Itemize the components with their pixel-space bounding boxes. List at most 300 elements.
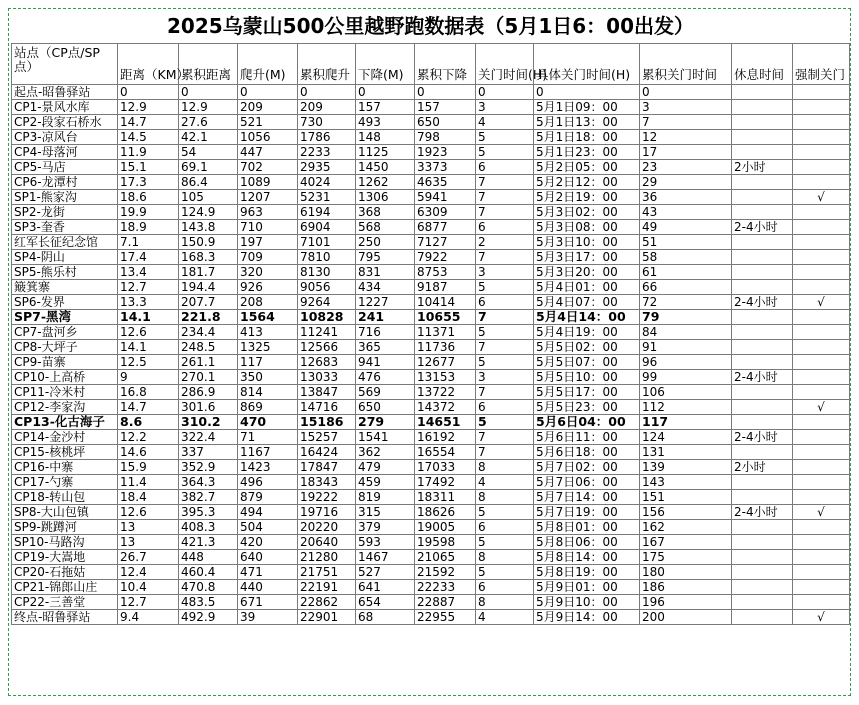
cell-rest-time[interactable] [732,520,793,535]
cell-rest-time[interactable] [732,550,793,565]
cell-cutoff-hours[interactable]: 5 [476,535,534,550]
cell-cum-distance[interactable]: 470.8 [179,580,238,595]
cell-descent[interactable]: 368 [356,205,415,220]
cell-descent[interactable]: 527 [356,565,415,580]
cell-cum-descent[interactable]: 7922 [415,250,476,265]
cell-cum-ascent[interactable]: 17847 [298,460,356,475]
cell-cutoff-hours[interactable]: 7 [476,445,534,460]
cell-ascent[interactable]: 0 [238,85,298,100]
cell-descent[interactable]: 941 [356,355,415,370]
cell-cutoff-time[interactable]: 5月6日18：00 [534,445,640,460]
cell-rest-time[interactable] [732,610,793,625]
cell-distance[interactable]: 8.6 [118,415,179,430]
cell-ascent[interactable]: 208 [238,295,298,310]
cell-distance[interactable]: 12.5 [118,355,179,370]
cell-station[interactable]: 红军长征纪念馆 [12,235,118,250]
cell-cum-ascent[interactable]: 18343 [298,475,356,490]
cell-cum-ascent[interactable]: 13033 [298,370,356,385]
cell-cum-descent[interactable]: 8753 [415,265,476,280]
cell-station[interactable]: CP20-石拖姑 [12,565,118,580]
cell-cum-distance[interactable]: 261.1 [179,355,238,370]
cell-cum-descent[interactable]: 17492 [415,475,476,490]
cell-descent[interactable]: 1125 [356,145,415,160]
cell-cutoff-hours[interactable]: 4 [476,610,534,625]
cell-station[interactable]: CP9-苗寨 [12,355,118,370]
cell-descent[interactable]: 68 [356,610,415,625]
cell-cum-descent[interactable]: 798 [415,130,476,145]
cell-cum-ascent[interactable]: 4024 [298,175,356,190]
cell-mandatory[interactable]: √ [793,610,850,625]
cell-cum-descent[interactable]: 11371 [415,325,476,340]
cell-cum-cutoff[interactable]: 112 [640,400,732,415]
cell-distance[interactable]: 12.6 [118,325,179,340]
cell-rest-time[interactable] [732,205,793,220]
cell-station[interactable]: CP2-段家石桥水 [12,115,118,130]
header-descent[interactable]: 下降(M) [356,44,415,85]
cell-ascent[interactable]: 879 [238,490,298,505]
cell-cutoff-time[interactable]: 5月5日07：00 [534,355,640,370]
cell-cum-ascent[interactable]: 22191 [298,580,356,595]
cell-mandatory[interactable] [793,130,850,145]
cell-station[interactable]: SP3-奎香 [12,220,118,235]
cell-ascent[interactable]: 1564 [238,310,298,325]
cell-distance[interactable]: 13.3 [118,295,179,310]
cell-cutoff-time[interactable]: 5月3日02：00 [534,205,640,220]
cell-cutoff-time[interactable]: 5月1日13：00 [534,115,640,130]
cell-mandatory[interactable]: √ [793,505,850,520]
cell-cutoff-hours[interactable]: 7 [476,430,534,445]
cell-distance[interactable]: 13 [118,535,179,550]
cell-station[interactable]: CP21-锦郎山庄 [12,580,118,595]
cell-cum-descent[interactable]: 4635 [415,175,476,190]
cell-cutoff-time[interactable]: 5月4日14：00 [534,310,640,325]
cell-cutoff-hours[interactable]: 7 [476,310,534,325]
cell-station[interactable]: SP2-龙街 [12,205,118,220]
cell-distance[interactable]: 14.1 [118,340,179,355]
cell-distance[interactable]: 9.4 [118,610,179,625]
cell-cum-distance[interactable]: 322.4 [179,430,238,445]
cell-rest-time[interactable] [732,265,793,280]
cell-cum-cutoff[interactable]: 17 [640,145,732,160]
cell-cum-distance[interactable]: 105 [179,190,238,205]
cell-cum-distance[interactable]: 421.3 [179,535,238,550]
cell-cum-descent[interactable]: 9187 [415,280,476,295]
cell-rest-time[interactable]: 2小时 [732,460,793,475]
cell-cum-cutoff[interactable]: 139 [640,460,732,475]
cell-cum-descent[interactable]: 21592 [415,565,476,580]
cell-station[interactable]: SP6-发界 [12,295,118,310]
cell-cum-distance[interactable]: 143.8 [179,220,238,235]
cell-station[interactable]: CP15-核桃坪 [12,445,118,460]
cell-cutoff-time[interactable]: 5月8日19：00 [534,565,640,580]
cell-cutoff-hours[interactable]: 7 [476,340,534,355]
cell-distance[interactable]: 12.2 [118,430,179,445]
cell-cum-cutoff[interactable]: 96 [640,355,732,370]
cell-cum-cutoff[interactable]: 186 [640,580,732,595]
cell-ascent[interactable]: 350 [238,370,298,385]
header-ascent[interactable]: 爬升(M) [238,44,298,85]
cell-cutoff-hours[interactable]: 7 [476,250,534,265]
cell-cum-cutoff[interactable]: 175 [640,550,732,565]
cell-mandatory[interactable] [793,280,850,295]
cell-cum-cutoff[interactable]: 162 [640,520,732,535]
cell-cutoff-time[interactable]: 5月1日23：00 [534,145,640,160]
cell-cutoff-time[interactable]: 5月4日01：00 [534,280,640,295]
cell-cum-ascent[interactable]: 209 [298,100,356,115]
cell-cutoff-time[interactable]: 5月4日07：00 [534,295,640,310]
cell-cutoff-hours[interactable]: 2 [476,235,534,250]
cell-cum-ascent[interactable]: 2935 [298,160,356,175]
cell-cum-distance[interactable]: 310.2 [179,415,238,430]
cell-cum-distance[interactable]: 270.1 [179,370,238,385]
cell-cum-distance[interactable]: 0 [179,85,238,100]
cell-rest-time[interactable]: 2-4小时 [732,370,793,385]
cell-mandatory[interactable] [793,265,850,280]
cell-cum-ascent[interactable]: 20640 [298,535,356,550]
cell-cutoff-hours[interactable]: 7 [476,190,534,205]
cell-distance[interactable]: 14.7 [118,115,179,130]
cell-descent[interactable]: 650 [356,400,415,415]
cell-descent[interactable]: 279 [356,415,415,430]
cell-rest-time[interactable]: 2-4小时 [732,295,793,310]
cell-cum-ascent[interactable]: 9264 [298,295,356,310]
cell-mandatory[interactable] [793,160,850,175]
cell-rest-time[interactable] [732,580,793,595]
cell-descent[interactable]: 819 [356,490,415,505]
cell-cutoff-hours[interactable]: 7 [476,175,534,190]
cell-descent[interactable]: 654 [356,595,415,610]
cell-cum-ascent[interactable]: 21280 [298,550,356,565]
cell-mandatory[interactable] [793,580,850,595]
cell-mandatory[interactable] [793,490,850,505]
cell-cum-distance[interactable]: 207.7 [179,295,238,310]
cell-station[interactable]: CP13-化古海子 [12,415,118,430]
cell-cum-ascent[interactable]: 6904 [298,220,356,235]
cell-mandatory[interactable] [793,415,850,430]
cell-station[interactable]: SP9-跳蹲河 [12,520,118,535]
cell-cum-distance[interactable]: 395.3 [179,505,238,520]
cell-mandatory[interactable] [793,325,850,340]
cell-cum-ascent[interactable]: 7101 [298,235,356,250]
cell-station[interactable]: CP10-上高桥 [12,370,118,385]
cell-cutoff-time[interactable]: 5月9日01：00 [534,580,640,595]
cell-ascent[interactable]: 1423 [238,460,298,475]
header-cum-ascent[interactable]: 累积爬升 [298,44,356,85]
cell-rest-time[interactable] [732,235,793,250]
cell-cum-descent[interactable]: 6309 [415,205,476,220]
cell-ascent[interactable]: 1167 [238,445,298,460]
cell-cum-descent[interactable]: 18626 [415,505,476,520]
cell-station[interactable]: CP22-三善堂 [12,595,118,610]
cell-cutoff-time[interactable]: 5月2日19：00 [534,190,640,205]
cell-cum-cutoff[interactable]: 124 [640,430,732,445]
cell-station[interactable]: CP16-中寨 [12,460,118,475]
cell-rest-time[interactable]: 2-4小时 [732,220,793,235]
cell-cum-cutoff[interactable]: 23 [640,160,732,175]
header-rest-time[interactable]: 休息时间 [732,44,793,85]
cell-cutoff-time[interactable]: 5月7日06：00 [534,475,640,490]
cell-rest-time[interactable] [732,190,793,205]
cell-descent[interactable]: 479 [356,460,415,475]
cell-cum-ascent[interactable]: 730 [298,115,356,130]
cell-cutoff-time[interactable]: 5月7日14：00 [534,490,640,505]
cell-cum-distance[interactable]: 248.5 [179,340,238,355]
cell-cutoff-hours[interactable]: 6 [476,295,534,310]
cell-cutoff-time[interactable]: 5月6日11：00 [534,430,640,445]
cell-cutoff-time[interactable]: 0 [534,85,640,100]
cell-descent[interactable]: 157 [356,100,415,115]
cell-cum-cutoff[interactable]: 49 [640,220,732,235]
cell-distance[interactable]: 18.4 [118,490,179,505]
cell-cum-cutoff[interactable]: 91 [640,340,732,355]
cell-cum-descent[interactable]: 16192 [415,430,476,445]
cell-descent[interactable]: 250 [356,235,415,250]
cell-cum-cutoff[interactable]: 58 [640,250,732,265]
cell-descent[interactable]: 1450 [356,160,415,175]
cell-distance[interactable]: 12.7 [118,280,179,295]
cell-rest-time[interactable] [732,175,793,190]
cell-cum-descent[interactable]: 0 [415,85,476,100]
cell-cum-cutoff[interactable]: 61 [640,265,732,280]
cell-descent[interactable]: 459 [356,475,415,490]
cell-cum-cutoff[interactable]: 3 [640,100,732,115]
cell-cum-descent[interactable]: 21065 [415,550,476,565]
cell-cum-cutoff[interactable]: 180 [640,565,732,580]
cell-ascent[interactable]: 521 [238,115,298,130]
cell-cum-distance[interactable]: 234.4 [179,325,238,340]
cell-cum-descent[interactable]: 19598 [415,535,476,550]
cell-cutoff-time[interactable]: 5月2日12：00 [534,175,640,190]
cell-descent[interactable]: 795 [356,250,415,265]
cell-station[interactable]: SP8-大山包镇 [12,505,118,520]
cell-distance[interactable]: 16.8 [118,385,179,400]
cell-ascent[interactable]: 496 [238,475,298,490]
cell-rest-time[interactable] [732,595,793,610]
cell-cum-descent[interactable]: 10655 [415,310,476,325]
cell-distance[interactable]: 14.7 [118,400,179,415]
cell-cum-distance[interactable]: 448 [179,550,238,565]
cell-cutoff-time[interactable]: 5月6日04：00 [534,415,640,430]
cell-cum-ascent[interactable]: 7810 [298,250,356,265]
cell-station[interactable]: SP5-熊乐村 [12,265,118,280]
cell-cum-distance[interactable]: 337 [179,445,238,460]
cell-cutoff-hours[interactable]: 3 [476,370,534,385]
cell-descent[interactable]: 1306 [356,190,415,205]
cell-ascent[interactable]: 197 [238,235,298,250]
cell-rest-time[interactable] [732,325,793,340]
cell-ascent[interactable]: 926 [238,280,298,295]
cell-mandatory[interactable] [793,235,850,250]
header-cum-descent[interactable]: 累积下降 [415,44,476,85]
cell-cum-distance[interactable]: 69.1 [179,160,238,175]
cell-cutoff-time[interactable]: 5月1日18：00 [534,130,640,145]
cell-mandatory[interactable]: √ [793,295,850,310]
cell-cum-distance[interactable]: 382.7 [179,490,238,505]
cell-ascent[interactable]: 710 [238,220,298,235]
cell-ascent[interactable]: 420 [238,535,298,550]
cell-cum-ascent[interactable]: 13847 [298,385,356,400]
cell-cum-ascent[interactable]: 15257 [298,430,356,445]
cell-distance[interactable]: 13 [118,520,179,535]
cell-cum-cutoff[interactable]: 84 [640,325,732,340]
cell-cum-distance[interactable]: 86.4 [179,175,238,190]
cell-cutoff-hours[interactable]: 8 [476,460,534,475]
cell-cum-distance[interactable]: 124.9 [179,205,238,220]
cell-ascent[interactable]: 440 [238,580,298,595]
cell-cutoff-time[interactable]: 5月3日08：00 [534,220,640,235]
cell-descent[interactable]: 593 [356,535,415,550]
cell-descent[interactable]: 641 [356,580,415,595]
cell-rest-time[interactable] [732,565,793,580]
cell-station[interactable]: CP18-转山包 [12,490,118,505]
cell-station[interactable]: SP1-熊家沟 [12,190,118,205]
cell-rest-time[interactable] [732,490,793,505]
cell-rest-time[interactable] [732,280,793,295]
cell-mandatory[interactable] [793,520,850,535]
cell-cum-cutoff[interactable]: 66 [640,280,732,295]
cell-cutoff-hours[interactable]: 3 [476,265,534,280]
cell-cutoff-hours[interactable]: 8 [476,595,534,610]
cell-cutoff-hours[interactable]: 6 [476,400,534,415]
cell-cum-cutoff[interactable]: 51 [640,235,732,250]
cell-distance[interactable]: 11.9 [118,145,179,160]
cell-station[interactable]: CP12-李家沟 [12,400,118,415]
cell-cum-distance[interactable]: 54 [179,145,238,160]
cell-ascent[interactable]: 447 [238,145,298,160]
cell-cutoff-hours[interactable]: 7 [476,205,534,220]
cell-cum-ascent[interactable]: 0 [298,85,356,100]
cell-distance[interactable]: 14.6 [118,445,179,460]
header-distance[interactable]: 距离（KM） [118,44,179,85]
cell-cutoff-time[interactable]: 5月7日19：00 [534,505,640,520]
cell-cum-distance[interactable]: 194.4 [179,280,238,295]
cell-cum-descent[interactable]: 19005 [415,520,476,535]
cell-station[interactable]: CP7-盘河乡 [12,325,118,340]
cell-station[interactable]: CP1-景风水库 [12,100,118,115]
cell-rest-time[interactable] [732,400,793,415]
cell-descent[interactable]: 1541 [356,430,415,445]
cell-cutoff-hours[interactable]: 8 [476,490,534,505]
cell-ascent[interactable]: 640 [238,550,298,565]
cell-mandatory[interactable] [793,595,850,610]
cell-cum-cutoff[interactable]: 167 [640,535,732,550]
cell-station[interactable]: SP4-阴山 [12,250,118,265]
cell-mandatory[interactable] [793,385,850,400]
cell-distance[interactable]: 17.4 [118,250,179,265]
cell-descent[interactable]: 1227 [356,295,415,310]
cell-mandatory[interactable] [793,370,850,385]
cell-cutoff-time[interactable]: 5月3日20：00 [534,265,640,280]
cell-mandatory[interactable] [793,355,850,370]
cell-distance[interactable]: 26.7 [118,550,179,565]
cell-rest-time[interactable] [732,310,793,325]
cell-cum-ascent[interactable]: 5231 [298,190,356,205]
cell-cutoff-time[interactable]: 5月8日01：00 [534,520,640,535]
cell-distance[interactable]: 18.6 [118,190,179,205]
header-cutoff-time[interactable]: 具体关门时间(H) [534,44,640,85]
cell-cum-descent[interactable]: 17033 [415,460,476,475]
cell-station[interactable]: CP8-大坪子 [12,340,118,355]
cell-cum-cutoff[interactable]: 196 [640,595,732,610]
cell-ascent[interactable]: 702 [238,160,298,175]
cell-descent[interactable]: 493 [356,115,415,130]
cell-distance[interactable]: 12.4 [118,565,179,580]
cell-station[interactable]: CP19-大嵩地 [12,550,118,565]
cell-distance[interactable]: 14.5 [118,130,179,145]
cell-rest-time[interactable] [732,130,793,145]
cell-ascent[interactable]: 470 [238,415,298,430]
cell-cum-distance[interactable]: 27.6 [179,115,238,130]
cell-rest-time[interactable] [732,415,793,430]
cell-mandatory[interactable] [793,445,850,460]
cell-cutoff-time[interactable]: 5月8日14：00 [534,550,640,565]
cell-cum-cutoff[interactable]: 0 [640,85,732,100]
cell-cutoff-time[interactable]: 5月9日10：00 [534,595,640,610]
cell-rest-time[interactable] [732,475,793,490]
cell-station[interactable]: SP7-黑湾 [12,310,118,325]
cell-cum-ascent[interactable]: 22862 [298,595,356,610]
cell-rest-time[interactable]: 2-4小时 [732,430,793,445]
header-cutoff-hours[interactable]: 关门时间(H) [476,44,534,85]
cell-ascent[interactable]: 1325 [238,340,298,355]
cell-ascent[interactable]: 320 [238,265,298,280]
cell-station[interactable]: CP17-勺寨 [12,475,118,490]
cell-rest-time[interactable] [732,85,793,100]
cell-cutoff-time[interactable]: 5月1日09：00 [534,100,640,115]
cell-cum-cutoff[interactable]: 200 [640,610,732,625]
header-cum-distance[interactable]: 累积距离 [179,44,238,85]
cell-cum-ascent[interactable]: 10828 [298,310,356,325]
cell-ascent[interactable]: 39 [238,610,298,625]
cell-cum-cutoff[interactable]: 106 [640,385,732,400]
cell-cum-distance[interactable]: 408.3 [179,520,238,535]
cell-cutoff-hours[interactable]: 3 [476,100,534,115]
cell-mandatory[interactable] [793,550,850,565]
cell-cutoff-hours[interactable]: 6 [476,160,534,175]
cell-cutoff-time[interactable]: 5月5日17：00 [534,385,640,400]
cell-cutoff-hours[interactable]: 0 [476,85,534,100]
cell-cum-ascent[interactable]: 1786 [298,130,356,145]
cell-cum-cutoff[interactable]: 156 [640,505,732,520]
header-mandatory[interactable]: 强制关门 [793,44,850,85]
cell-cum-distance[interactable]: 150.9 [179,235,238,250]
cell-ascent[interactable]: 471 [238,565,298,580]
cell-rest-time[interactable] [732,340,793,355]
cell-cum-ascent[interactable]: 6194 [298,205,356,220]
cell-cutoff-hours[interactable]: 8 [476,550,534,565]
cell-cum-descent[interactable]: 11736 [415,340,476,355]
cell-station[interactable]: SP10-马路沟 [12,535,118,550]
cell-mandatory[interactable] [793,475,850,490]
cell-cutoff-hours[interactable]: 5 [476,565,534,580]
cell-rest-time[interactable] [732,145,793,160]
cell-rest-time[interactable] [732,445,793,460]
cell-cum-descent[interactable]: 7127 [415,235,476,250]
cell-descent[interactable]: 241 [356,310,415,325]
cell-distance[interactable]: 18.9 [118,220,179,235]
cell-rest-time[interactable] [732,355,793,370]
cell-cutoff-time[interactable]: 5月3日10：00 [534,235,640,250]
cell-station[interactable]: 终点-昭鲁驿站 [12,610,118,625]
cell-ascent[interactable]: 814 [238,385,298,400]
cell-distance[interactable]: 0 [118,85,179,100]
cell-ascent[interactable]: 71 [238,430,298,445]
cell-station[interactable]: 簸箕寨 [12,280,118,295]
cell-cum-descent[interactable]: 157 [415,100,476,115]
cell-cutoff-time[interactable]: 5月4日19：00 [534,325,640,340]
cell-cum-cutoff[interactable]: 43 [640,205,732,220]
cell-distance[interactable]: 14.1 [118,310,179,325]
